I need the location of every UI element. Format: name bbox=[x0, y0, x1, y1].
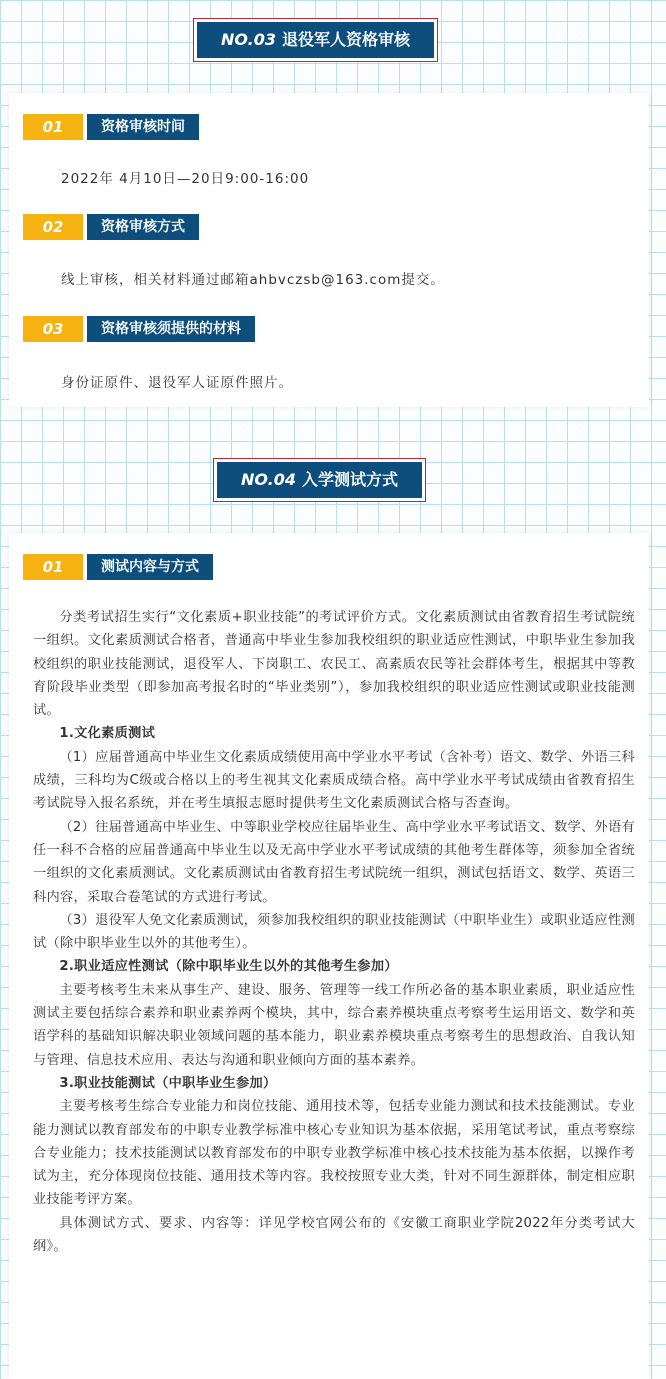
heading-cultural-test: 1.文化素质测试 bbox=[59, 726, 156, 742]
subheader-review-time bbox=[23, 114, 199, 140]
subheader-review-method bbox=[23, 214, 199, 240]
test-content-body bbox=[33, 606, 635, 1258]
subheader-label: 资格审核须提供的材料 bbox=[87, 316, 255, 342]
paragraph-intro: 分类考试招生实行“文化素质+职业技能”的考试评价方式。文化素质测试由省教育招生考试院统一组织。文化素质测试合格者，普通高中毕业生参加我校组织的职业适应性测试，中职毕业生参加我校组织的职业技能测试，退役军人、下岗职工、农民工、高素质农民等社会群体考生，根据其中等教育阶段毕业类型（即参加高考报名时的“毕业类别”），参加我校组织的职业适应性测试或职业技能测试。 bbox=[33, 610, 635, 719]
subheader-test-content bbox=[23, 554, 213, 580]
section-03-number: NO.03 bbox=[221, 30, 276, 49]
paragraph-skills: 主要考核考生综合专业能力和岗位技能、通用技术等，包括专业能力测试和技术技能测试。专业能力测试以教育部发布的中职专业教学标准中核心专业知识为基本依据，采用笔试考试，重点考察综合专业能力；技术技能测试以教育部发布的中职专业教学标准中核心技术技能为基本依据，以操作考试为主，充分体现岗位技能、通用技术等内容。我校按照专业大类，针对不同生源群体，制定相应职业技能考评方案。 bbox=[33, 1099, 635, 1208]
paragraph-cultural-2: （2）往届普通高中毕业生、中等职业学校应往届毕业生、高中学业水平考试语文、数学、外语有任一科不合格的应届普通高中毕业生以及无高中学业水平考试成绩的其他考生群体等，须参加全省统一组织的文化素质测试。文化素质测试由省教育招生考试院统一组织，测试包括语文、数学、英语三科内容，采取合卷笔试的方式进行考试。 bbox=[33, 819, 635, 905]
subheader-number: 02 bbox=[23, 214, 83, 240]
subheader-required-materials bbox=[23, 316, 255, 342]
section-04-number: NO.04 bbox=[241, 470, 296, 489]
subheader-label: 资格审核方式 bbox=[87, 214, 199, 240]
heading-aptitude-test: 2.职业适应性测试（除中职毕业生以外的其他考生参加） bbox=[59, 959, 398, 975]
paragraph-details: 具体测试方式、要求、内容等：详见学校官网公布的《安徽工商职业学院2022年分类考试大纲》。 bbox=[33, 1215, 635, 1255]
paragraph-cultural-3: （3）退役军人免文化素质测试，须参加我校组织的职业技能测试（中职毕业生）或职业适应性测试（除中职毕业生以外的其他考生）。 bbox=[33, 912, 635, 952]
paragraph-aptitude: 主要考核考生未来从事生产、建设、服务、管理等一线工作所必备的基本职业素质，职业适应性测试主要包括综合素养和职业素养两个模块，其中，综合素养模块重点考察考生运用语文、数学和英语学科的基础知识解决职业领域问题的基本能力，职业素养模块重点考察考生的思想政治、自我认知与管理、信息技术应用、表达与沟通和职业倾向方面的基本素养。 bbox=[33, 982, 635, 1068]
paragraph-cultural-1: （1）应届普通高中毕业生文化素质成绩使用高中学业水平考试（含补考）语文、数学、外语三科成绩，三科均为C级或合格以上的考生视其文化素质成绩合格。高中学业水平考试成绩由省教育招生考试院导入报名系统，并在考生填报志愿时提供考生文化素质测试合格与否查询。 bbox=[33, 749, 635, 812]
section-03-title-frame bbox=[193, 18, 438, 62]
qualification-review-card bbox=[9, 93, 649, 407]
subheader-number: 01 bbox=[23, 554, 83, 580]
subheader-label: 测试内容与方式 bbox=[87, 554, 213, 580]
section-03-title bbox=[197, 22, 434, 58]
subheader-number: 03 bbox=[23, 316, 83, 342]
review-time-text: 2022年 4月10日—20日9:00-16:00 bbox=[61, 171, 310, 187]
section-03-heading: 退役军人资格审核 bbox=[281, 30, 410, 49]
subheader-number: 01 bbox=[23, 114, 83, 140]
heading-skills-test: 3.职业技能测试（中职毕业生参加） bbox=[59, 1075, 277, 1091]
section-04-title-frame bbox=[213, 458, 426, 502]
section-04-heading: 入学测试方式 bbox=[301, 470, 398, 489]
required-materials-text: 身份证原件、退役军人证原件照片。 bbox=[61, 375, 293, 391]
review-method-text: 线上审核，相关材料通过邮箱ahbvczsb@163.com提交。 bbox=[61, 272, 445, 288]
entrance-test-card bbox=[9, 533, 649, 1379]
section-04-title bbox=[217, 462, 422, 498]
subheader-label: 资格审核时间 bbox=[87, 114, 199, 140]
